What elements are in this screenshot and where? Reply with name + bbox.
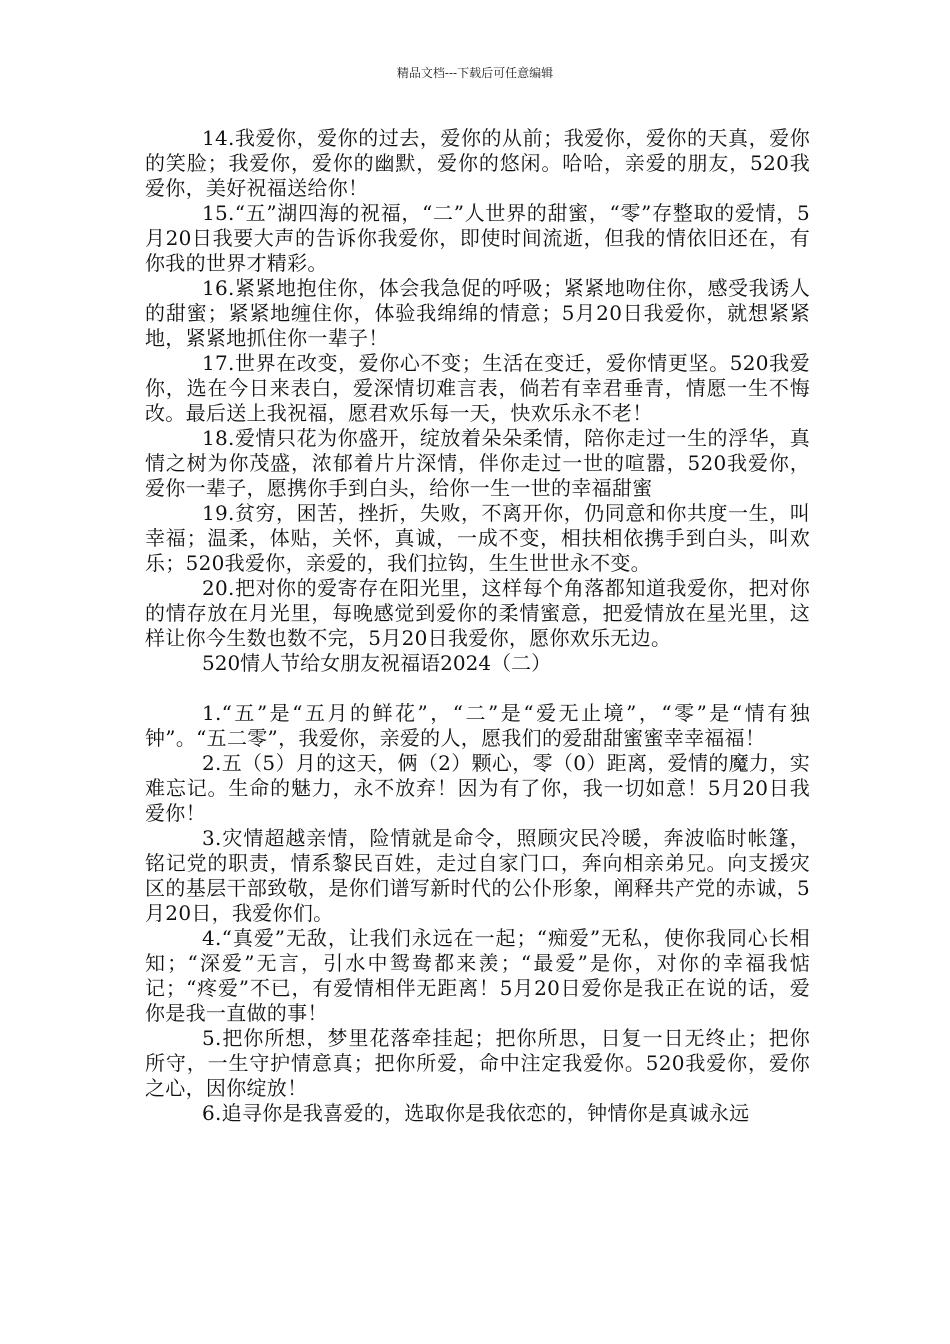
paragraph-17: 17.世界在改变，爱你心不变；生活在变迁，爱你情更坚。520我爱你，选在今日来表白，爱深情切难言表，倘若有幸君垂青，情愿一生不悔改。最后送上我祝福，愿君欢乐每一天，快欢乐永不老！ <box>145 351 810 425</box>
page-header: 精品文档---下载后可任意编辑 <box>396 66 554 80</box>
paragraph-16: 16.紧紧地抱住你，体会我急促的呼吸；紧紧地吻住你，感受我诱人的甜蜜；紧紧地缠住你，体验我绵绵的情意；5月20日我爱你，就想紧紧地，紧紧地抓住你一辈子！ <box>145 276 810 350</box>
paragraph-4: 4.“真爱”无敌，让我们永远在一起；“痴爱”无私，使你我同心长相知；“深爱”无言，引水中鸳鸯都来羡；“最爱”是你，对你的幸福我惦记；“疼爱”不已，有爱情相伴无距离！5月20日爱你是我正在说的话，爱你是我一直做的事！ <box>145 926 810 1025</box>
paragraph-6: 6.追寻你是我喜爱的，选取你是我依恋的，钟情你是真诚永远 <box>202 1101 750 1125</box>
paragraph-3: 3.灾情超越亲情，险情就是命令，照顾灾民冷暖，奔波临时帐篷，铭记党的职责，情系黎民百姓，走过自家门口，奔向相亲弟兄。向支援灾区的基层干部致敬，是你们谱写新时代的公仆形象，阐释共产党的赤诚，5月20日，我爱你们。 <box>145 826 810 925</box>
document-body <box>145 126 810 1126</box>
paragraph-20: 20.把对你的爱寄存在阳光里，这样每个角落都知道我爱你，把对你的情存放在月光里，每晚感觉到爱你的柔情蜜意，把爱情放在星光里，这样让你今生数也数不完，5月20日我爱你，愿你欢乐无边。 <box>145 576 810 650</box>
paragraph-2: 2.五（5）月的这天，俩（2）颗心，零（0）距离，爱情的魔力，实难忘记。生命的魅力，永不放弃！因为有了你，我一切如意！5月20日我爱你！ <box>145 751 810 825</box>
paragraph-1: 1.“五”是“五月的鲜花”，“二”是“爱无止境”，“零”是“情有独钟”。“五二零”，我爱你，亲爱的人，愿我们的爱甜甜蜜蜜幸幸福福！ <box>145 701 810 750</box>
paragraph-19: 19.贫穷，困苦，挫折，失败，不离开你，仍同意和你共度一生，叫幸福；温柔，体贴，关怀，真诚，一成不变，相扶相依携手到白头，叫欢乐；520我爱你，亲爱的，我们拉钩，生生世世永不变。 <box>145 501 810 575</box>
paragraph-18: 18.爱情只花为你盛开，绽放着朵朵柔情，陪你走过一生的浮华，真情之树为你茂盛，浓郁着片片深情，伴你走过一世的喧嚣，520我爱你，爱你一辈子，愿携你手到白头，给你一生一世的幸福甜蜜 <box>145 426 810 500</box>
section-title: 520情人节给女朋友祝福语2024（二） <box>202 651 552 675</box>
paragraph-5: 5.把你所想，梦里花落牵挂起；把你所思，日复一日无终止；把你所守，一生守护情意真；把你所爱，命中注定我爱你。520我爱你，爱你之心，因你绽放！ <box>145 1026 810 1100</box>
paragraph-14: 14.我爱你，爱你的过去，爱你的从前；我爱你，爱你的天真，爱你的笑脸；我爱你，爱你的幽默，爱你的悠闲。哈哈，亲爱的朋友，520我爱你，美好祝福送给你！ <box>145 126 810 200</box>
paragraph-15: 15.“五”湖四海的祝福，“二”人世界的甜蜜，“零”存整取的爱情，5月20日我要大声的告诉你我爱你，即使时间流逝，但我的情依旧还在，有你我的世界才精彩。 <box>145 201 810 275</box>
